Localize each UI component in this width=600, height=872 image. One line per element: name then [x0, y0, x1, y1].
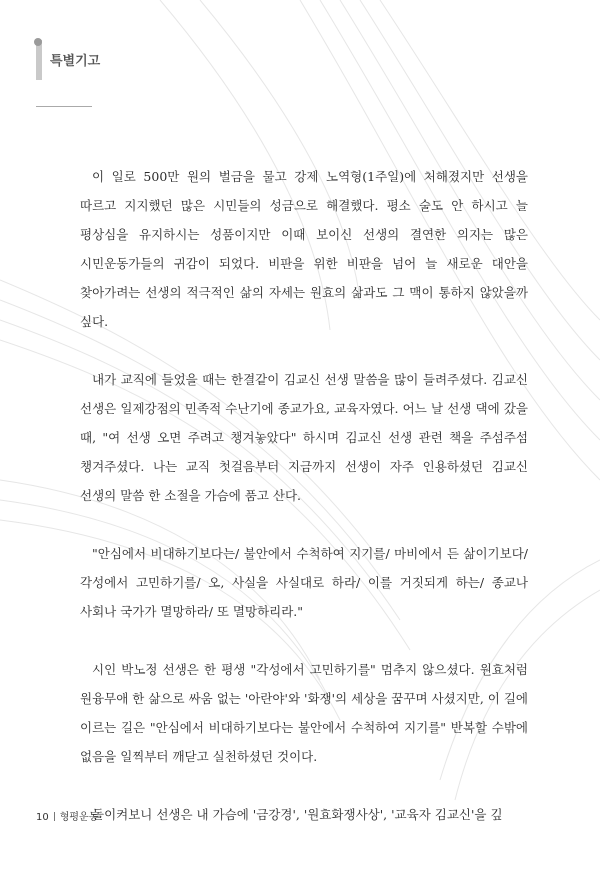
page-number: 10	[36, 812, 49, 823]
page-footer	[36, 808, 98, 823]
header-divider	[36, 106, 92, 107]
header-accent-bar	[36, 40, 42, 80]
article-body	[80, 162, 528, 858]
paragraph: 이 일로 500만 원의 벌금을 물고 강제 노역형(1주일)에 처해졌지만 선생을 따르고 지지했던 많은 시민들의 성금으로 해결했다. 평소 술도 안 하시고 늘 평상심을 유지하시는 성품이지만 이때 보이신 선생의 결연한 의지는 많은 시민운동가들의 귀감이 되었다. 비판을 위한 비판을 넘어 늘 새로운 대안을 찾아가려는 선생의 적극적인 삶의 자세는 원효의 삶과도 그 맥이 통하지 않았을까 싶다.	[80, 169, 528, 329]
section-label: 특별기고	[50, 54, 101, 69]
footer-separator	[54, 812, 55, 821]
header-accent-dot	[34, 38, 42, 46]
quote-paragraph: "안심에서 비대하기보다는/ 불안에서 수척하여 지기를/ 마비에서 든 삶이기보다/ 각성에서 고민하기를/ 오, 사실을 사실대로 하라/ 이를 거짓되게 하는/ 종교나 사회나 국가가 멸망하라/ 또 멸망하리라."	[80, 546, 528, 619]
paragraph: 돌이켜보니 선생은 내 가슴에 '금강경', '원효화쟁사상', '교육자 김교신'을 깊	[92, 807, 503, 822]
publication-name: 형평운동	[59, 812, 99, 823]
paragraph: 내가 교직에 들었을 때는 한결같이 김교신 선생 말씀을 많이 들려주셨다. 김교신 선생은 일제강점의 민족적 수난기에 종교가요, 교육자였다. 어느 날 선생 댁에 갔을 때, "여 선생 오면 주려고 챙겨놓았다" 하시며 김교신 선생 관련 책을 주섬주섬 챙겨주셨다. 나는 교직 첫걸음부터 지금까지 선생이 자주 인용하셨던 김교신 선생의 말씀 한 소절을 가슴에 품고 산다.	[80, 372, 528, 503]
paragraph: 시인 박노정 선생은 한 평생 "각성에서 고민하기를" 멈추지 않으셨다. 원효처럼 원융무애 한 삶으로 싸움 없는 '아란야'와 '화쟁'의 세상을 꿈꾸며 사셨지만, 이 길에 이르는 길은 "안심에서 비대하기보다는 불안에서 수척하여 지기를" 반복할 수밖에 없음을 일찍부터 깨닫고 실천하셨던 것이다.	[80, 662, 528, 764]
